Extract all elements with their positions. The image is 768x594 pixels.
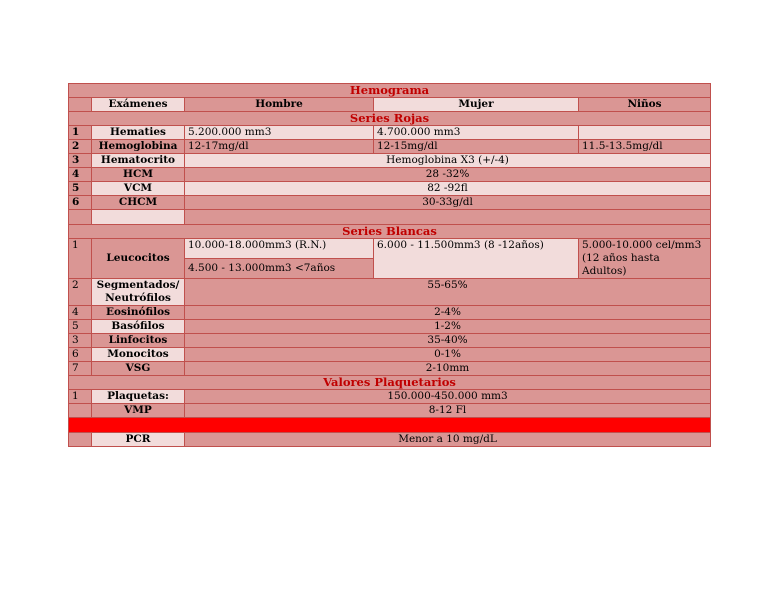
value-ninos: 5.000-10.000 cel/mm3 (12 años hasta Adultos)	[579, 239, 711, 279]
exam-name: Hemoglobina	[92, 140, 185, 154]
section-row	[69, 225, 711, 239]
row-num: 1	[69, 126, 92, 140]
exam-name: VCM	[92, 182, 185, 196]
row-num: 5	[69, 182, 92, 196]
table-row	[69, 196, 711, 210]
exam-value: 1-2%	[185, 320, 711, 334]
value-mujer: 12-15mg/dl	[374, 140, 579, 154]
value-hombre: 10.000-18.000mm3 (R.N.)	[185, 239, 374, 259]
section-series-blancas: Series Blancas	[69, 225, 711, 239]
table-row	[69, 168, 711, 182]
exam-value: 28 -32%	[185, 168, 711, 182]
exam-name: Basófilos	[92, 320, 185, 334]
exam-value: 30-33g/dl	[185, 196, 711, 210]
exam-name: Plaquetas:	[92, 390, 185, 404]
exam-name: Leucocitos	[92, 239, 185, 279]
exam-name: Hematocrito	[92, 154, 185, 168]
exam-value: 8-12 Fl	[185, 404, 711, 418]
value-hombre: 4.500 - 13.000mm3 <7años	[185, 259, 374, 279]
row-num: 5	[69, 320, 92, 334]
table-row	[69, 362, 711, 376]
exam-name: Hematies	[92, 126, 185, 140]
row-num: 1	[69, 239, 92, 279]
header-num	[69, 98, 92, 112]
exam-value: 35-40%	[185, 334, 711, 348]
table-row	[69, 320, 711, 334]
header-examenes: Exámenes	[92, 98, 185, 112]
row-num: 2	[69, 140, 92, 154]
title-row	[69, 84, 711, 98]
empty-cell	[185, 210, 711, 225]
header-hombre: Hombre	[185, 98, 374, 112]
exam-name: Monocitos	[92, 348, 185, 362]
table-row	[69, 239, 711, 259]
row-num: 2	[69, 279, 92, 306]
value-ninos: 11.5-13.5mg/dl	[579, 140, 711, 154]
section-row	[69, 112, 711, 126]
row-num: 3	[69, 154, 92, 168]
section-series-rojas: Series Rojas	[69, 112, 711, 126]
red-separator-row	[69, 418, 711, 433]
table-title: Hemograma	[69, 84, 711, 98]
row-num: 6	[69, 196, 92, 210]
exam-name: HCM	[92, 168, 185, 182]
empty-cell	[92, 210, 185, 225]
table-row	[69, 390, 711, 404]
empty-cell	[69, 210, 92, 225]
table-row	[69, 348, 711, 362]
red-separator	[69, 418, 711, 433]
row-num: 4	[69, 168, 92, 182]
table-row	[69, 154, 711, 168]
header-mujer: Mujer	[374, 98, 579, 112]
row-num: 1	[69, 390, 92, 404]
exam-value: Hemoglobina X3 (+/-4)	[185, 154, 711, 168]
exam-name: Segmentados/ Neutrófilos	[92, 279, 185, 306]
exam-name: Linfocitos	[92, 334, 185, 348]
exam-value: 82 -92fl	[185, 182, 711, 196]
row-num	[69, 404, 92, 418]
table-row	[69, 279, 711, 306]
exam-name: CHCM	[92, 196, 185, 210]
section-plaquetarios: Valores Plaquetarios	[69, 376, 711, 390]
section-row	[69, 376, 711, 390]
row-num: 7	[69, 362, 92, 376]
value-mujer: 6.000 - 11.500mm3 (8 -12años)	[374, 239, 579, 279]
table-row	[69, 140, 711, 154]
exam-name: PCR	[92, 433, 185, 447]
hemograma-table	[68, 83, 711, 447]
table-row	[69, 182, 711, 196]
table-row	[69, 404, 711, 418]
exam-name: VSG	[92, 362, 185, 376]
exam-name: VMP	[92, 404, 185, 418]
empty-row	[69, 210, 711, 225]
table-row	[69, 126, 711, 140]
row-num: 6	[69, 348, 92, 362]
header-row	[69, 98, 711, 112]
row-num	[69, 433, 92, 447]
table-row	[69, 433, 711, 447]
row-num: 3	[69, 334, 92, 348]
value-ninos	[579, 126, 711, 140]
row-num: 4	[69, 306, 92, 320]
exam-value: 55-65%	[185, 279, 711, 306]
exam-value: 0-1%	[185, 348, 711, 362]
exam-value: 2-10mm	[185, 362, 711, 376]
exam-name: Eosinófilos	[92, 306, 185, 320]
value-hombre: 5.200.000 mm3	[185, 126, 374, 140]
header-ninos: Niños	[579, 98, 711, 112]
table-row	[69, 306, 711, 320]
value-hombre: 12-17mg/dl	[185, 140, 374, 154]
value-mujer: 4.700.000 mm3	[374, 126, 579, 140]
exam-value: Menor a 10 mg/dL	[185, 433, 711, 447]
table-row	[69, 334, 711, 348]
exam-value: 2-4%	[185, 306, 711, 320]
exam-value: 150.000-450.000 mm3	[185, 390, 711, 404]
